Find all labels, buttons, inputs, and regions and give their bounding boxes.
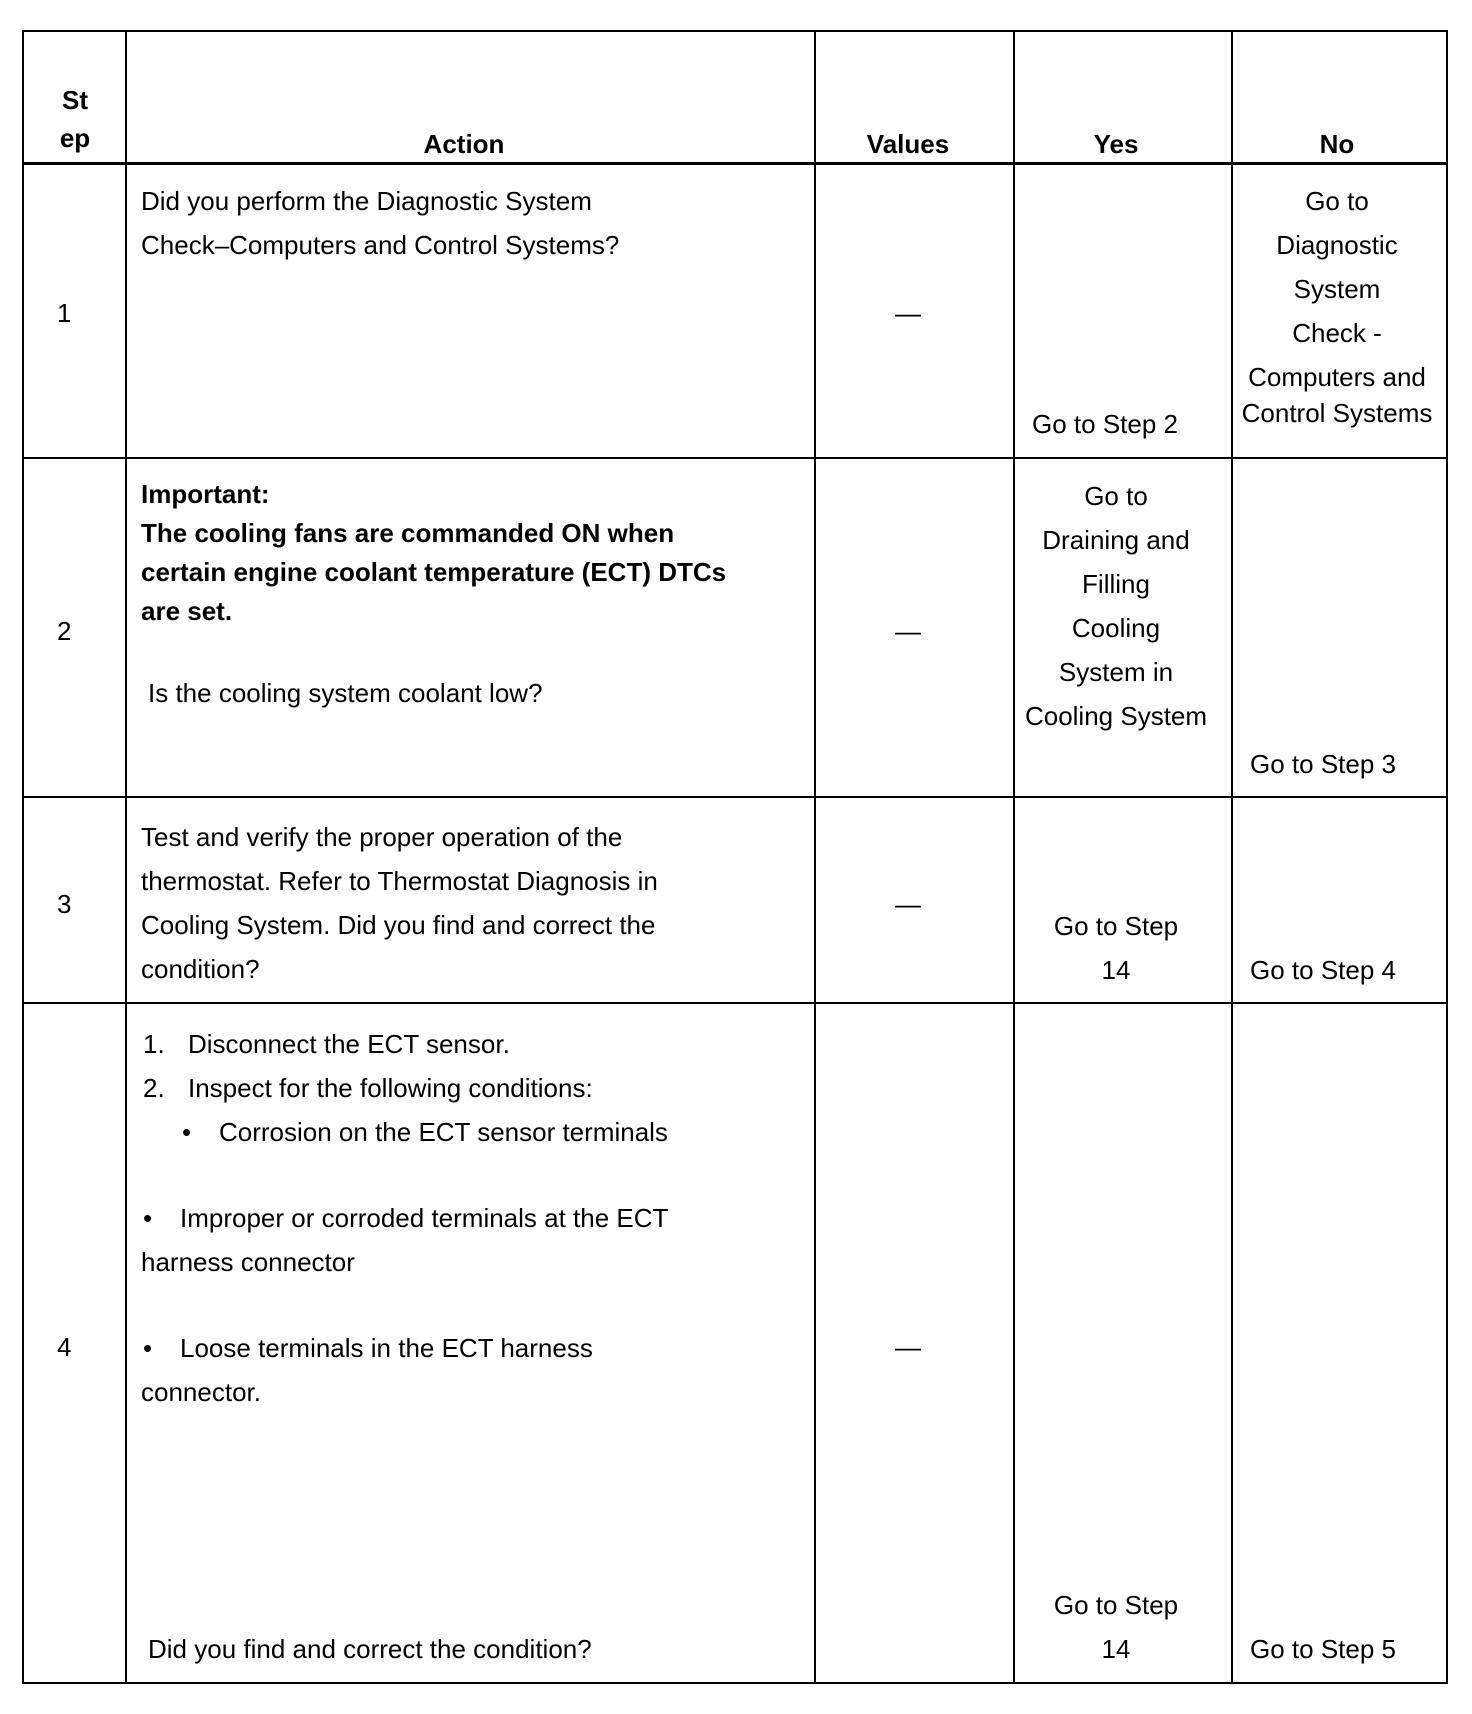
no-cell: Go to Step 5 xyxy=(1250,1634,1396,1664)
step-number: 2 xyxy=(57,616,72,646)
values-cell: — xyxy=(895,889,921,919)
note-line: Important: xyxy=(141,479,270,509)
header-step-line: ep xyxy=(59,123,91,153)
no-line: Diagnostic xyxy=(1276,230,1398,260)
header-action: Action xyxy=(423,129,505,159)
list-item: Improper or corroded terminals at the ECT xyxy=(180,1203,669,1233)
header-no: No xyxy=(1319,129,1355,159)
header-step-line: St xyxy=(62,85,88,115)
no-line: Control Systems xyxy=(1241,398,1433,428)
bullet-icon: • xyxy=(182,1117,192,1147)
action-line: Did you perform the Diagnostic System xyxy=(141,186,592,216)
step-number: 1 xyxy=(57,298,72,328)
yes-line: Go to Step xyxy=(1053,911,1179,941)
yes-line: Draining and xyxy=(1042,525,1190,555)
action-line: Test and verify the proper operation of the xyxy=(141,822,623,852)
list-item: Disconnect the ECT sensor. xyxy=(188,1029,510,1059)
list-item: Corrosion on the ECT sensor terminals xyxy=(219,1117,668,1147)
action-text xyxy=(141,815,658,991)
column-divider xyxy=(814,32,816,1682)
bullet-icon: • xyxy=(143,1333,153,1363)
action-line: Cooling System. Did you find and correct the xyxy=(141,910,656,940)
yes-cell xyxy=(1014,904,1218,992)
list-item-cont: connector. xyxy=(141,1377,261,1407)
yes-cell xyxy=(1014,474,1218,738)
list-item-cont: harness connector xyxy=(141,1247,355,1277)
values-cell: — xyxy=(895,298,921,328)
no-cell: Go to Step 3 xyxy=(1250,749,1396,779)
yes-line: System in xyxy=(1058,657,1174,687)
action-line: condition? xyxy=(141,954,260,984)
header-yes: Yes xyxy=(1093,129,1139,159)
list-item: Inspect for the following conditions: xyxy=(188,1073,593,1103)
header-step xyxy=(24,81,126,157)
row-divider xyxy=(24,457,1446,459)
action-line: Check–Computers and Control Systems? xyxy=(141,230,620,260)
yes-line: 14 xyxy=(1101,1634,1131,1664)
yes-line: Filling xyxy=(1082,569,1150,599)
yes-line: 14 xyxy=(1101,955,1131,985)
row-divider xyxy=(24,796,1446,798)
values-cell: — xyxy=(895,616,921,646)
no-line: Computers and xyxy=(1248,362,1426,392)
no-line: Go to xyxy=(1305,186,1369,216)
list-number: 1. xyxy=(143,1029,165,1059)
header-values: Values xyxy=(866,129,950,159)
column-divider xyxy=(125,32,127,1682)
values-cell: — xyxy=(895,1332,921,1362)
action-line: thermostat. Refer to Thermostat Diagnosis in xyxy=(141,866,658,896)
note-line: The cooling fans are commanded ON when xyxy=(141,518,675,548)
list-number: 2. xyxy=(143,1073,165,1103)
yes-line: Cooling System xyxy=(1024,701,1208,731)
step-number: 4 xyxy=(57,1332,72,1362)
question-text: Did you find and correct the condition? xyxy=(148,1634,592,1664)
bullet-icon: • xyxy=(143,1203,153,1233)
step-number: 3 xyxy=(57,889,72,919)
list-item: Loose terminals in the ECT harness xyxy=(180,1333,593,1363)
yes-line: Go to Step xyxy=(1053,1590,1179,1620)
note-line: certain engine coolant temperature (ECT) DTCs xyxy=(141,557,727,587)
no-line: Check - xyxy=(1292,318,1382,348)
question-text: Is the cooling system coolant low? xyxy=(148,678,543,708)
yes-cell: Go to Step 2 xyxy=(1032,409,1178,439)
yes-line: Go to xyxy=(1084,481,1148,511)
column-divider xyxy=(1013,32,1015,1682)
yes-cell xyxy=(1014,1583,1218,1671)
no-line: System xyxy=(1293,274,1381,304)
action-text xyxy=(141,179,619,267)
row-divider xyxy=(24,1002,1446,1004)
no-cell xyxy=(1233,179,1441,435)
important-note xyxy=(141,475,726,631)
note-line: are set. xyxy=(141,596,233,626)
yes-line: Cooling xyxy=(1071,613,1161,643)
no-cell: Go to Step 4 xyxy=(1250,955,1396,985)
